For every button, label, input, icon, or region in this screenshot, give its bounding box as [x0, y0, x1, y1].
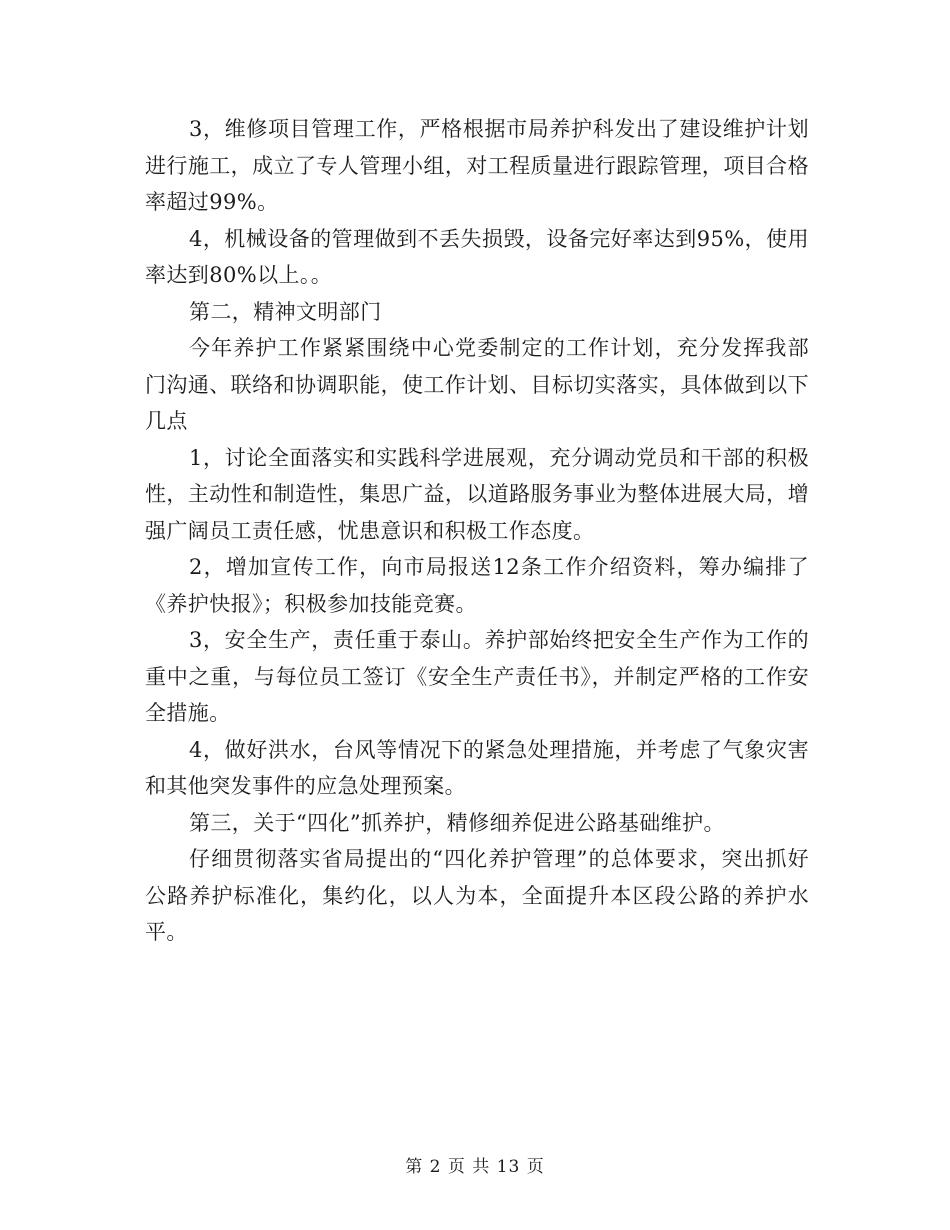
paragraph-emergency-handling: 4，做好洪水，台风等情况下的紧急处理措施，并考虑了气象灾害和其他突发事件的应急处理预案。 [145, 737, 809, 798]
paragraph-maintenance-requirements: 仔细贯彻落实省局提出的“四化养护管理”的总体要求，突出抓好公路养护标准化，集约化，以人为本，全面提升本区段公路的养护水平。 [145, 847, 809, 944]
paragraph-work-plan: 今年养护工作紧紧围绕中心党委制定的工作计划，充分发挥我部门沟通、联络和协调职能，使工作计划、目标切实落实，具体做到以下几点 [145, 336, 809, 433]
section-heading-spiritual-civilization: 第二，精神文明部门 [189, 299, 382, 324]
paragraph-scientific-development: 1，讨论全面落实和实践科学进展观，充分调动党员和干部的积极性，主动性和制造性，集思广益，以道路服务事业为整体进展大局，增强广阔员工责任感，忧患意识和积极工作态度。 [145, 445, 809, 543]
paragraph-safety-production: 3，安全生产，责任重于泰山。养护部始终把安全生产作为工作的重中之重，与每位员工签订《安全生产责任书》，并制定严格的工作安全措施。 [145, 628, 809, 725]
document-body [145, 111, 809, 951]
page-footer [0, 1156, 950, 1178]
paragraph-publicity-work: 2，增加宣传工作，向市局报送12条工作介绍资料，筹办编排了《养护快报》；积极参加技能竞赛。 [145, 555, 809, 616]
paragraph-maintenance-projects: 3，维修项目管理工作，严格根据市局养护科发出了建设维护计划进行施工，成立了专人管理小组，对工程质量进行跟踪管理，项目合格率超过99%。 [145, 117, 809, 214]
paragraph-machinery-management: 4，机械设备的管理做到不丢失损毁，设备完好率达到95%，使用率达到80%以上。。 [145, 226, 809, 287]
page-number-label: 第 2 页 共 13 页 [405, 1157, 545, 1177]
section-heading-four-modernizations: 第三，关于“四化”抓养护，精修细养促进公路基础维护。 [189, 810, 725, 835]
